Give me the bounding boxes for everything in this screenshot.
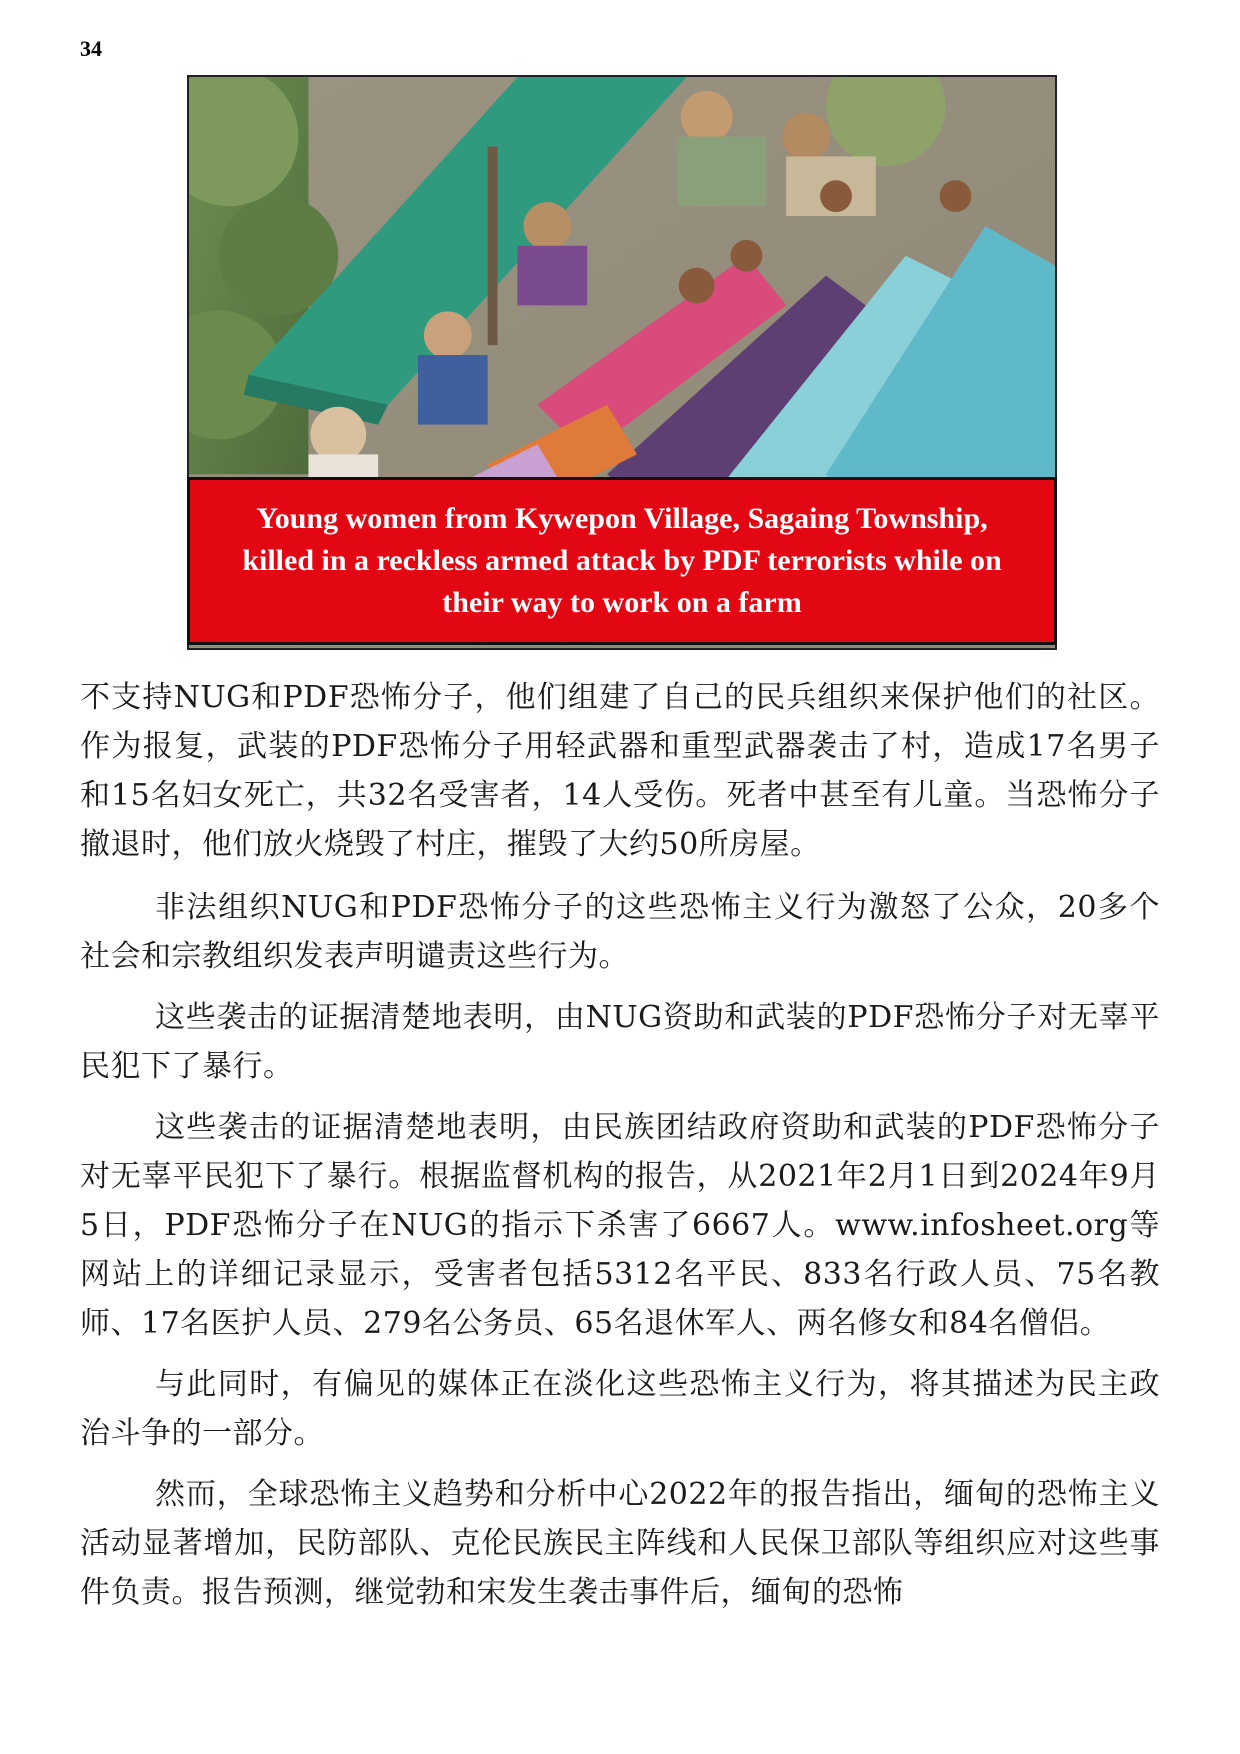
- paragraph: 非法组织NUG和PDF恐怖分子的这些恐怖主义行为激怒了公众，20多个社会和宗教组织发表声明谴责这些行为。: [80, 890, 1160, 974]
- paragraph: 然而，全球恐怖主义趋势和分析中心2022年的报告指出，缅甸的恐怖主义活动显著增加，民防部队、克伦民族民主阵线和人民保卫部队等组织应对这些事件负责。报告预测，继觉勃和宋发生袭击事件后，缅甸的恐怖: [80, 1477, 1160, 1610]
- page-number: 34: [80, 36, 102, 61]
- photo-caption-banner: [187, 477, 1057, 645]
- caption-line: killed in a reckless armed attack by PDF terrorists while on: [242, 544, 1002, 577]
- caption-line: their way to work on a farm: [442, 586, 802, 619]
- paragraph: 与此同时，有偏见的媒体正在淡化这些恐怖主义行为，将其描述为民主政治斗争的一部分。: [80, 1367, 1160, 1451]
- paragraph: 这些袭击的证据清楚地表明，由NUG资助和武装的PDF恐怖分子对无辜平民犯下了暴行。: [80, 1000, 1160, 1084]
- caption-line: Young women from Kywepon Village, Sagaing Township,: [256, 502, 988, 535]
- article-body: [80, 673, 1160, 1629]
- paragraph: 这些袭击的证据清楚地表明，由民族团结政府资助和武装的PDF恐怖分子对无辜平民犯下了暴行。根据监督机构的报告，从2021年2月1日到2024年9月5日，PDF恐怖分子在NUG的指示下杀害了6667人。www.infosheet.org等网站上的详细记录显示，受害者包括5312名平民、833名行政人员、75名教师、17名医护人员、279名公务员、65名退休军人、两名修女和84名僧侣。: [80, 1110, 1160, 1341]
- paragraph: 不支持NUG和PDF恐怖分子，他们组建了自己的民兵组织来保护他们的社区。作为报复，武装的PDF恐怖分子用轻武器和重型武器袭击了村，造成17名男子和15名妇女死亡，共32名受害者，14人受伤。死者中甚至有儿童。当恐怖分子撤退时，他们放火烧毁了村庄，摧毁了大约50所房屋。: [80, 680, 1160, 862]
